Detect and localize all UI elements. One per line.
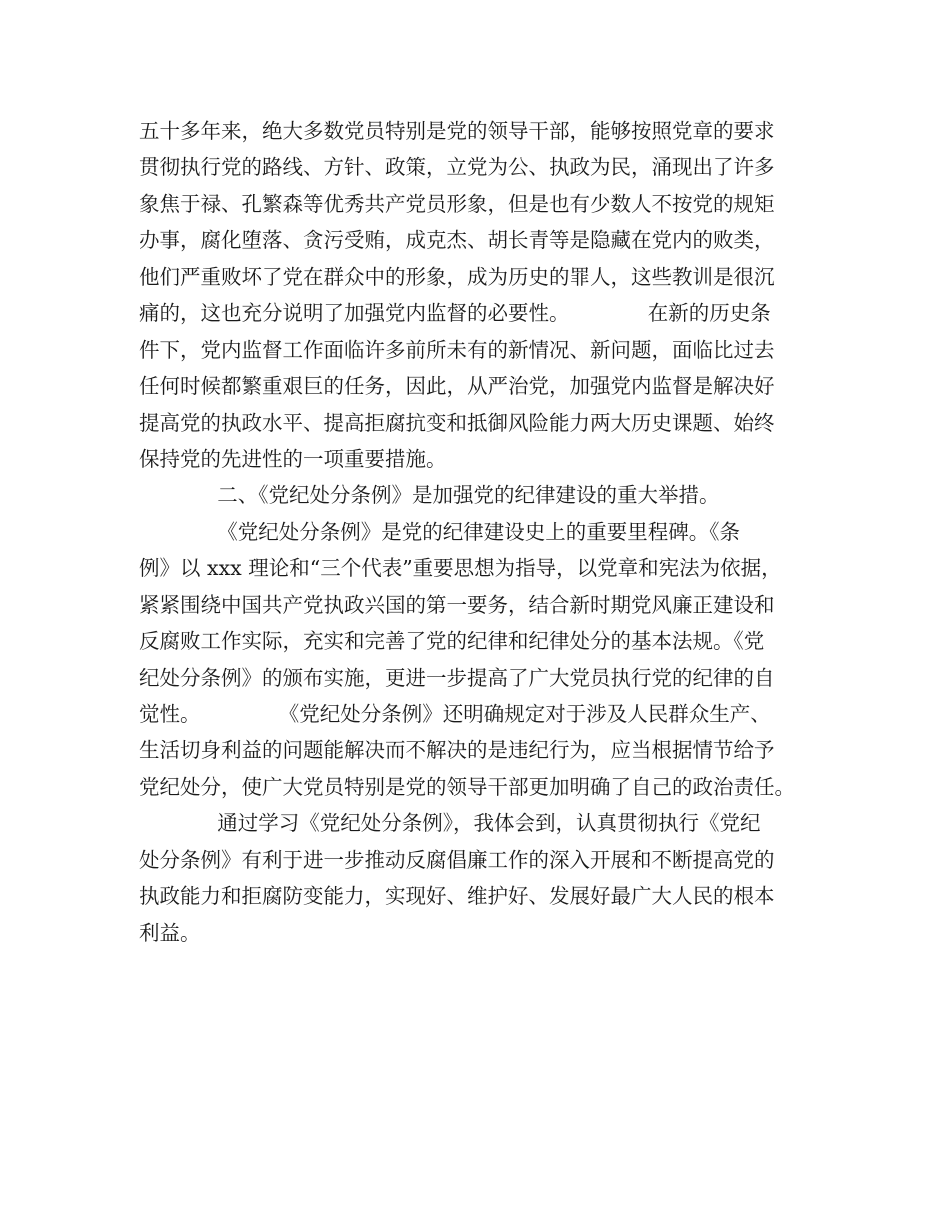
body-text: [139, 113, 829, 951]
text-line: 例》以 xxx 理论和“三个代表”重要思想为指导，以党章和宪法为依据，: [139, 556, 782, 581]
text-line: 反腐败工作实际，充实和完善了党的纪律和纪律处分的基本法规。《党: [139, 629, 765, 654]
text-line: 贯彻执行党的路线、方针、政策，立党为公、执政为民，涌现出了许多: [139, 155, 775, 180]
text-line: 保持党的先进性的一项重要措施。: [139, 446, 447, 471]
text-line: 党纪处分，使广大党员特别是党的领导干部更加明确了自己的政治责任。: [139, 774, 795, 799]
text-line: 象焦于禄、孔繁森等优秀共产党员形象，但是也有少数人不按党的规矩: [139, 191, 775, 216]
text-line: 执政能力和拒腐防变能力，实现好、维护好、发展好最广大人民的根本: [139, 884, 775, 909]
text-line: 提高党的执政水平、提高拒腐抗变和抵御风险能力两大历史课题、始终: [139, 410, 775, 435]
text-line: 纪处分条例》的颁布实施，更进一步提高了广大党员执行党的纪律的自: [139, 665, 775, 690]
text-line: 利益。: [139, 920, 201, 945]
text-line: 通过学习《党纪处分条例》，我体会到，认真贯彻执行《党纪: [139, 811, 761, 836]
text-line: 他们严重败坏了党在群众中的形象，成为历史的罪人，这些教训是很沉: [139, 264, 775, 289]
text-line: 生活切身利益的问题能解决而不解决的是违纪行为，应当根据情节给予: [139, 738, 775, 763]
text-line: 办事，腐化堕落、贪污受贿，成克杰、胡长青等是隐藏在党内的败类，: [139, 228, 775, 253]
text-line: 觉性。 《党纪处分条例》还明确规定对于涉及人民群众生产、: [139, 702, 771, 726]
text-line: 任何时候都繁重艰巨的任务，因此，从严治党，加强党内监督是解决好: [139, 374, 775, 399]
text-line: 处分条例》有利于进一步推动反腐倡廉工作的深入开展和不断提高党的: [139, 847, 775, 872]
section-heading: 二、《党纪处分条例》是加强党的纪律建设的重大举措。: [139, 483, 720, 508]
text-line: 紧紧围绕中国共产党执政兴国的第一要务，结合新时期党风廉正建设和: [139, 592, 775, 617]
text-line: 痛的，这也充分说明了加强党内监督的必要性。 在新的历史条: [139, 301, 771, 326]
text-line: 件下，党内监督工作面临许多前所未有的新情况、新问题，面临比过去: [139, 337, 775, 362]
text-line: 五十多年来，绝大多数党员特别是党的领导干部，能够按照党章的要求: [139, 119, 775, 143]
text-line: 《党纪处分条例》是党的纪律建设史上的重要里程碑。《条: [139, 519, 740, 544]
